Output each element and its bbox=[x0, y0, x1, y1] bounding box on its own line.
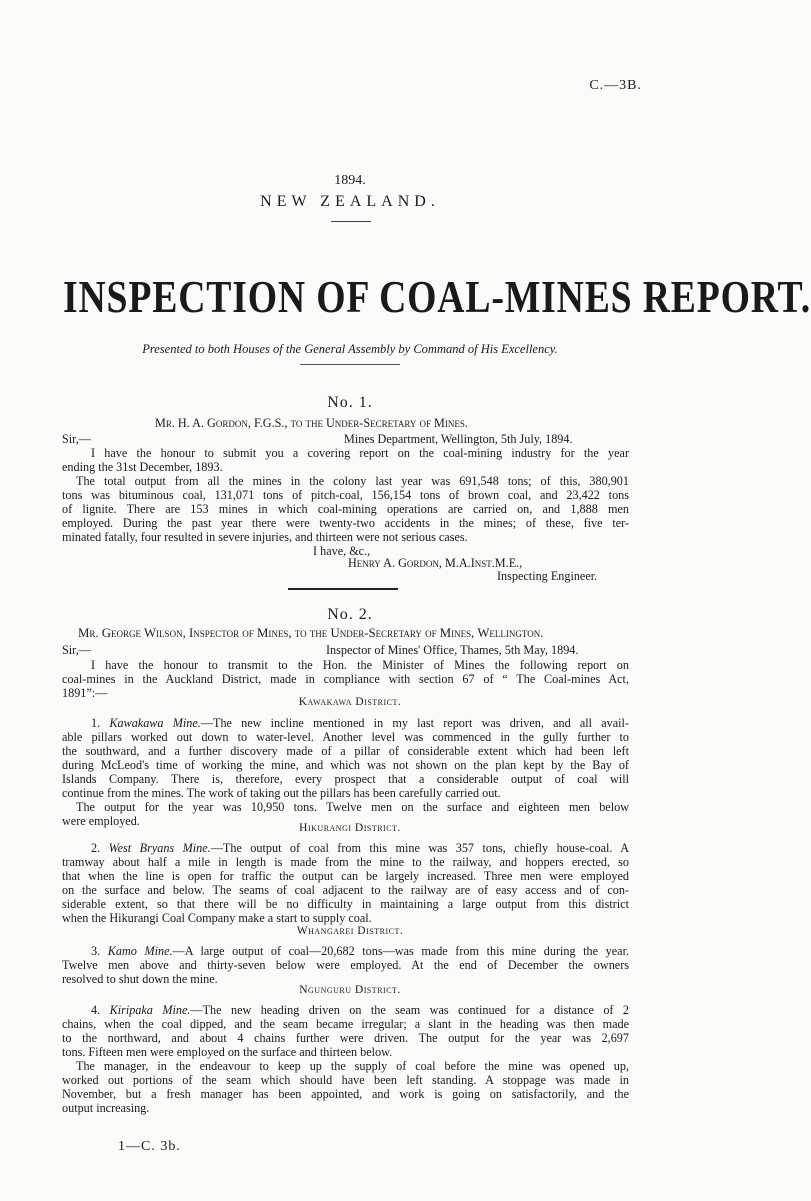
paragraph-1-line: were employed. bbox=[62, 814, 140, 828]
mine-name: Kawakawa Mine. bbox=[109, 716, 201, 730]
mine-name: Kamo Mine. bbox=[107, 944, 173, 958]
paragraph-1-first-line: 1. Kawakawa Mine.—The new incline mentioned in my last report was driven, and all avail- bbox=[91, 716, 629, 730]
paragraph-1-line: continue from the mines. The work of taking out the pillars has been carefully carried out. bbox=[62, 786, 501, 800]
paragraph-3-first-line: 3. Kamo Mine.—A large output of coal—20,682 tons—was made from this mine during the year. bbox=[91, 944, 629, 958]
report-1-line: tons was bituminous coal, 131,071 tons of pitch-coal, 156,154 tons of brown coal, and 23,422 tons bbox=[62, 488, 629, 502]
report-1-line: of lignite. There are 153 mines in which coal-mining operations are carried on, and 1,888 men bbox=[62, 502, 629, 516]
report-1-line: ending the 31st December, 1893. bbox=[62, 460, 223, 474]
paragraph-4-line: output increasing. bbox=[62, 1101, 150, 1115]
report-1-from: Mr. H. A. Gordon, F.G.S., to the Under-Secretary of Mines. bbox=[155, 416, 468, 430]
divider bbox=[331, 221, 371, 222]
page-footer-reference: 1—C. 3b. bbox=[118, 1139, 181, 1154]
paragraph-1-line: during McLeod's time of working the mine, and which was not shown on the plan kept by the Bay of bbox=[62, 758, 629, 772]
paragraph-1-line: the southward, and a further discovery made of a pillar of considerable extent which had been left bbox=[62, 744, 629, 758]
divider bbox=[300, 364, 400, 365]
paragraph-2-line: siderable extent, so that there will be no difficulty in maintaining a large output from this district bbox=[62, 897, 629, 911]
report-1-line: I have the honour to submit you a covering report on the coal-mining industry for the year bbox=[91, 446, 629, 460]
report-2-heading: No. 2. bbox=[327, 606, 373, 623]
document-reference: C.—3B. bbox=[589, 78, 642, 93]
district-heading: Hikurangi District. bbox=[299, 822, 401, 834]
report-1-position: Inspecting Engineer. bbox=[497, 569, 598, 583]
section-divider bbox=[288, 588, 398, 590]
paragraph-4-line: November, but a fresh manager has been appointed, and work is going on satisfactorily, and the bbox=[62, 1087, 629, 1101]
report-1-signature: Henry A. Gordon, M.A.Inst.M.E., bbox=[348, 556, 523, 570]
paragraph-3-line: resolved to shut down the mine. bbox=[62, 972, 218, 986]
report-1-address: Mines Department, Wellington, 5th July, 1894. bbox=[344, 432, 573, 446]
paragraph-4-line: to the northward, and about 4 chains further were driven. The output for the year was 2,697 bbox=[62, 1031, 629, 1045]
report-1-closing: I have, &c., bbox=[313, 544, 371, 558]
paragraph-4-line: chains, when the coal dipped, and the seam became irregular; a slant in the heading was then made bbox=[62, 1017, 629, 1031]
paragraph-1-line: able pillars worked out down to water-level. Another level was commenced in the gully further to bbox=[62, 730, 629, 744]
document-year: 1894. bbox=[334, 173, 366, 188]
report-1-line: minated fatally, four resulted in severe injuries, and thirteen were not serious cases. bbox=[62, 530, 468, 544]
mine-name: West Bryans Mine. bbox=[108, 841, 211, 855]
paragraph-4-line: worked out portions of the seam which should have been left standing. A stoppage was made in bbox=[62, 1073, 629, 1087]
report-1-line: employed. During the past year there were twenty-two accidents in the mines; of these, five ter- bbox=[62, 516, 629, 530]
district-heading: Kawakawa District. bbox=[298, 696, 402, 708]
paragraph-2-line: when the Hikurangi Coal Company make a start to supply coal. bbox=[62, 911, 372, 925]
paragraph-2-first-line: 2. West Bryans Mine.—The output of coal from this mine was 357 tons, chiefly house-coal. A bbox=[91, 841, 630, 855]
paragraph-2-line: that when the line is open for traffic the output can be largely increased. Three men were employed bbox=[62, 869, 629, 883]
paragraph-3-line: Twelve men above and thirty-seven below were employed. At the end of December the owners bbox=[62, 958, 629, 972]
country-heading: NEW ZEALAND. bbox=[260, 193, 440, 210]
paragraph-1-line: Islands Company. There is, therefore, every prospect that a considerable output of coal will bbox=[62, 772, 629, 786]
district-heading: Ngunguru District. bbox=[299, 984, 401, 996]
report-2-intro-line: I have the honour to transmit to the Hon. the Minister of Mines the following report on bbox=[91, 658, 629, 672]
report-1-line: The total output from all the mines in the colony last year was 691,548 tons; of this, 380,901 bbox=[76, 474, 629, 488]
report-2-address: Inspector of Mines' Office, Thames, 5th May, 1894. bbox=[326, 643, 579, 657]
report-2-intro-line: coal-mines in the Auckland District, made in compliance with section 67 of “ The Coal-mines Act, bbox=[62, 672, 629, 686]
presented-line: Presented to both Houses of the General Assembly by Command of His Excellency. bbox=[142, 342, 558, 356]
paragraph-1-line: The output for the year was 10,950 tons. Twelve men on the surface and eighteen men below bbox=[76, 800, 629, 814]
paragraph-2-line: on the surface and below. The seams of coal adjacent to the railway are of easy access and of con- bbox=[62, 883, 629, 897]
report-1-heading: No. 1. bbox=[327, 394, 373, 411]
paragraph-4-first-line: 4. Kiripaka Mine.—The new heading driven on the seam was continued for a distance of 2 bbox=[91, 1003, 629, 1017]
paragraph-2-line: tramway about half a mile in length is made from the mine to the railway, and hoppers erected, so bbox=[62, 855, 629, 869]
paragraph-4-line: The manager, in the endeavour to keep up the supply of coal before the mine was opened up, bbox=[76, 1059, 629, 1073]
report-1-salutation: Sir,— bbox=[62, 432, 91, 446]
district-heading: Whangarei District. bbox=[296, 925, 404, 937]
mine-name: Kiripaka Mine. bbox=[109, 1003, 191, 1017]
report-2-salutation: Sir,— bbox=[62, 643, 91, 657]
report-2-intro-line: 1891”:— bbox=[62, 686, 108, 700]
report-2-from: Mr. George Wilson, Inspector of Mines, to the Under-Secretary of Mines, Wellington. bbox=[78, 626, 544, 640]
paragraph-4-line: tons. Fifteen men were employed on the surface and thirteen below. bbox=[62, 1045, 393, 1059]
page-title: INSPECTION OF COAL-MINES REPORT. bbox=[63, 271, 811, 322]
